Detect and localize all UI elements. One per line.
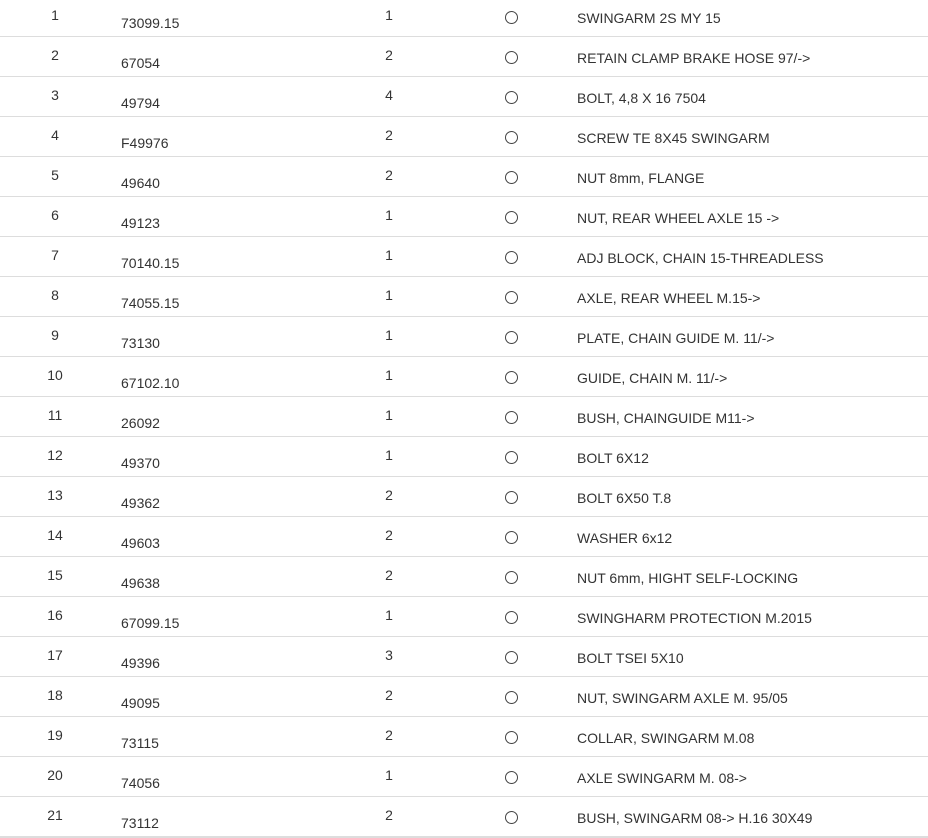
ref-number-cell: 17 — [47, 647, 63, 663]
part-code-cell: 74056 — [121, 775, 160, 791]
table-row — [0, 597, 928, 637]
part-code-cell: 73112 — [121, 815, 159, 831]
description-cell: GUIDE, CHAIN M. 11/-> — [577, 370, 728, 386]
part-code-cell: 49638 — [121, 575, 160, 591]
table-row — [0, 37, 928, 77]
table-row — [0, 677, 928, 717]
table-row — [0, 477, 928, 517]
part-code-cell: 74055.15 — [121, 295, 180, 311]
description-cell: COLLAR, SWINGARM M.08 — [577, 730, 755, 746]
table-row — [0, 437, 928, 477]
part-code-cell: 49123 — [121, 215, 160, 231]
table-row — [0, 157, 928, 197]
part-code-cell: 73099.15 — [121, 15, 180, 31]
description-cell: AXLE, REAR WHEEL M.15-> — [577, 290, 761, 306]
select-radio-icon[interactable] — [505, 611, 518, 624]
ref-number-cell: 18 — [47, 687, 63, 703]
description-cell: NUT 6mm, HIGHT SELF-LOCKING — [577, 570, 799, 586]
part-code-cell: 67099.15 — [121, 615, 180, 631]
part-code-cell: 49603 — [121, 535, 160, 551]
quantity-cell: 1 — [385, 207, 393, 223]
ref-number-cell: 16 — [47, 607, 63, 623]
part-code-cell: 49370 — [121, 455, 160, 471]
ref-number-cell: 10 — [47, 367, 63, 383]
table-row — [0, 237, 928, 277]
quantity-cell: 2 — [385, 47, 393, 63]
description-cell: BUSH, SWINGARM 08-> H.16 30X49 — [577, 810, 813, 826]
description-cell: BOLT 6X12 — [577, 450, 649, 466]
select-radio-icon[interactable] — [505, 131, 518, 144]
part-code-cell: 73130 — [121, 335, 160, 351]
part-code-cell: 70140.15 — [121, 255, 180, 271]
description-cell: SWINGARM 2S MY 15 — [577, 10, 721, 26]
description-cell: BOLT 6X50 T.8 — [577, 490, 672, 506]
description-cell: NUT, SWINGARM AXLE M. 95/05 — [577, 690, 788, 706]
select-radio-icon[interactable] — [505, 91, 518, 104]
ref-number-cell: 21 — [47, 807, 63, 823]
part-code-cell: F49976 — [121, 135, 169, 151]
quantity-cell: 3 — [385, 647, 393, 663]
select-radio-icon[interactable] — [505, 491, 518, 504]
ref-number-cell: 1 — [51, 7, 59, 23]
quantity-cell: 2 — [385, 487, 393, 503]
select-radio-icon[interactable] — [505, 651, 518, 664]
quantity-cell: 2 — [385, 687, 393, 703]
description-cell: NUT, REAR WHEEL AXLE 15 -> — [577, 210, 780, 226]
select-radio-icon[interactable] — [505, 411, 518, 424]
ref-number-cell: 15 — [47, 567, 63, 583]
description-cell: SWINGHARM PROTECTION M.2015 — [577, 610, 812, 626]
table-row — [0, 637, 928, 677]
select-radio-icon[interactable] — [505, 451, 518, 464]
quantity-cell: 1 — [385, 767, 393, 783]
description-cell: SCREW TE 8X45 SWINGARM — [577, 130, 770, 146]
quantity-cell: 1 — [385, 247, 393, 263]
ref-number-cell: 5 — [51, 167, 59, 183]
table-row — [0, 357, 928, 397]
quantity-cell: 1 — [385, 407, 393, 423]
select-radio-icon[interactable] — [505, 691, 518, 704]
table-row — [0, 117, 928, 157]
table-row — [0, 0, 928, 37]
description-cell: BOLT, 4,8 X 16 7504 — [577, 90, 706, 106]
select-radio-icon[interactable] — [505, 251, 518, 264]
quantity-cell: 2 — [385, 527, 393, 543]
quantity-cell: 4 — [385, 87, 393, 103]
ref-number-cell: 8 — [51, 287, 59, 303]
ref-number-cell: 19 — [47, 727, 63, 743]
description-cell: PLATE, CHAIN GUIDE M. 11/-> — [577, 330, 775, 346]
ref-number-cell: 13 — [47, 487, 63, 503]
select-radio-icon[interactable] — [505, 531, 518, 544]
ref-number-cell: 7 — [51, 247, 59, 263]
ref-number-cell: 3 — [51, 87, 59, 103]
quantity-cell: 1 — [385, 287, 393, 303]
description-cell: ADJ BLOCK, CHAIN 15-THREADLESS — [577, 250, 824, 266]
quantity-cell: 1 — [385, 367, 393, 383]
quantity-cell: 1 — [385, 607, 393, 623]
description-cell: RETAIN CLAMP BRAKE HOSE 97/-> — [577, 50, 811, 66]
table-row — [0, 557, 928, 597]
part-code-cell: 67102.10 — [121, 375, 180, 391]
select-radio-icon[interactable] — [505, 211, 518, 224]
quantity-cell: 2 — [385, 807, 393, 823]
part-code-cell: 49095 — [121, 695, 160, 711]
quantity-cell: 2 — [385, 167, 393, 183]
part-code-cell: 49794 — [121, 95, 160, 111]
part-code-cell: 26092 — [121, 415, 160, 431]
quantity-cell: 2 — [385, 127, 393, 143]
select-radio-icon[interactable] — [505, 51, 518, 64]
ref-number-cell: 6 — [51, 207, 59, 223]
quantity-cell: 1 — [385, 327, 393, 343]
part-code-cell: 49362 — [121, 495, 160, 511]
part-code-cell: 67054 — [121, 55, 160, 71]
table-row — [0, 397, 928, 437]
description-cell: AXLE SWINGARM M. 08-> — [577, 770, 747, 786]
part-code-cell: 49396 — [121, 655, 160, 671]
select-radio-icon[interactable] — [505, 731, 518, 744]
select-radio-icon[interactable] — [505, 11, 518, 24]
table-row — [0, 317, 928, 357]
select-radio-icon[interactable] — [505, 771, 518, 784]
select-radio-icon[interactable] — [505, 291, 518, 304]
ref-number-cell: 9 — [51, 327, 59, 343]
ref-number-cell: 2 — [51, 47, 59, 63]
ref-number-cell: 20 — [47, 767, 63, 783]
ref-number-cell: 11 — [47, 407, 63, 423]
select-radio-icon[interactable] — [505, 811, 518, 824]
table-row — [0, 277, 928, 317]
table-row — [0, 197, 928, 237]
ref-number-cell: 4 — [51, 127, 59, 143]
quantity-cell: 1 — [385, 7, 393, 23]
table-row — [0, 517, 928, 557]
table-row — [0, 717, 928, 757]
description-cell: WASHER 6x12 — [577, 530, 673, 546]
quantity-cell: 2 — [385, 567, 393, 583]
select-radio-icon[interactable] — [505, 371, 518, 384]
select-radio-icon[interactable] — [505, 331, 518, 344]
description-cell: BOLT TSEI 5X10 — [577, 650, 684, 666]
description-cell: BUSH, CHAINGUIDE M11-> — [577, 410, 755, 426]
description-cell: NUT 8mm, FLANGE — [577, 170, 705, 186]
table-row — [0, 77, 928, 117]
quantity-cell: 1 — [385, 447, 393, 463]
part-code-cell: 49640 — [121, 175, 160, 191]
table-row — [0, 757, 928, 797]
table-row — [0, 797, 928, 838]
select-radio-icon[interactable] — [505, 171, 518, 184]
ref-number-cell: 12 — [47, 447, 63, 463]
part-code-cell: 73115 — [121, 735, 159, 751]
quantity-cell: 2 — [385, 727, 393, 743]
select-radio-icon[interactable] — [505, 571, 518, 584]
ref-number-cell: 14 — [47, 527, 63, 543]
